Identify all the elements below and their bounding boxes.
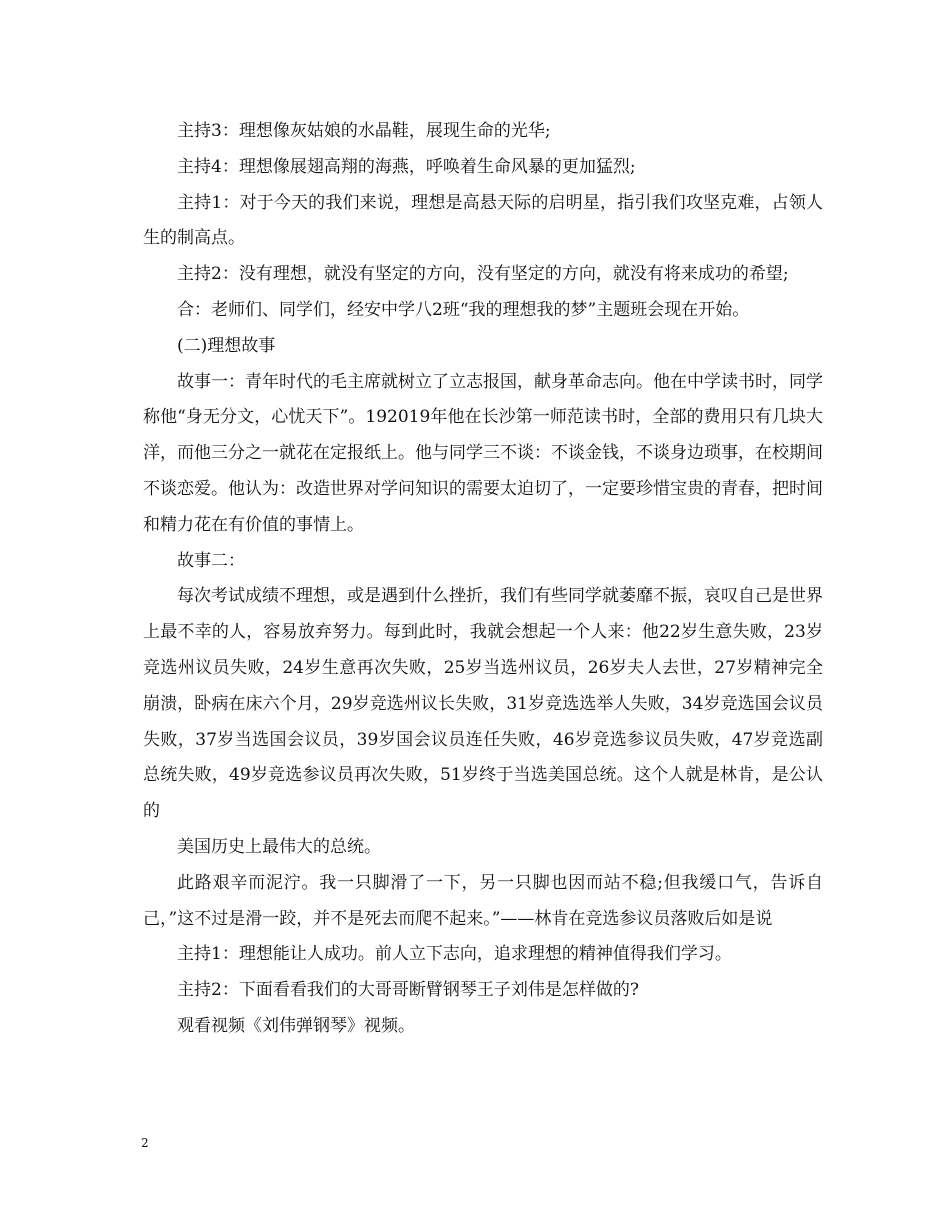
section-heading: (二)理想故事 <box>177 335 276 356</box>
paragraph-host-3: 主持3：理想像灰姑娘的水晶鞋，展现生命的光华; <box>177 121 551 141</box>
paragraph-host-1-summary: 主持1：理想能让人成功。前人立下志向，追求理想的精神值得我们学习。 <box>177 944 732 965</box>
paragraph-lincoln-quote: 此路艰辛而泥泞。我一只脚滑了一下，另一只脚也因而站不稳;但我缓口气，告诉自己，”这不过是滑一跤，并不是死去而爬不起来。”——林肯在竞选参议员落败后如是说 <box>143 872 823 929</box>
paragraph-host-2: 主持2：没有理想，就没有坚定的方向，没有坚定的方向，就没有将来成功的希望; <box>177 264 789 285</box>
paragraph-host-2-intro: 主持2：下面看看我们的大哥哥断臂钢琴王子刘伟是怎样做的? <box>177 980 639 1001</box>
paragraph-video: 观看视频《刘伟弹钢琴》视频。 <box>177 1015 415 1036</box>
document-body <box>143 114 823 1045</box>
paragraph-host-1: 主持1：对于今天的我们来说，理想是高悬天际的启明星，指引我们攻坚克难，占领人生的制高点。 <box>143 192 823 249</box>
paragraph-story-one: 故事一：青年时代的毛主席就树立了立志报国，献身革命志向。他在中学读书时，同学称他“身无分文，心忧天下”。192019年他在长沙第一师范读书时，全部的费用只有几块大洋，而他三分之一就花在定报纸上。他与同学三不谈：不谈金钱，不谈身边琐事，在校期间不谈恋爱。他认为：改造世界对学问知识的需要太迫切了，一定要珍惜宝贵的青春，把时间和精力花在有价值的事情上。 <box>143 371 823 535</box>
page-number: 2 <box>141 1136 149 1150</box>
paragraph-story-two-continued: 美国历史上最伟大的总统。 <box>177 836 381 857</box>
paragraph-host-4: 主持4：理想像展翅高翔的海燕，呼唤着生命风暴的更加猛烈; <box>177 156 636 177</box>
paragraph-story-two-title: 故事二： <box>177 550 245 571</box>
paragraph-story-two: 每次考试成绩不理想，或是遇到什么挫折，我们有些同学就萎靡不振，哀叹自己是世界上最不幸的人，容易放弃努力。每到此时，我就会想起一个人来：他22岁生意失败，23岁竞选州议员失败，24岁生意再次失败，25岁当选州议员，26岁夫人去世，27岁精神完全崩溃，卧病在床六个月，29岁竞选州议长失败，31岁竞选选举人失败，34岁竞选国会议员失败，37岁当选国会议员，39岁国会议员连任失败，46岁竞选参议员失败，47岁竞选副总统失败，49岁竞选参议员再次失败，51岁终于当选美国总统。这个人就是林肯，是公认的 <box>143 586 823 822</box>
paragraph-opening: 合：老师们、同学们，经安中学八2班“我的理想我的梦”主题班会现在开始。 <box>177 299 750 320</box>
